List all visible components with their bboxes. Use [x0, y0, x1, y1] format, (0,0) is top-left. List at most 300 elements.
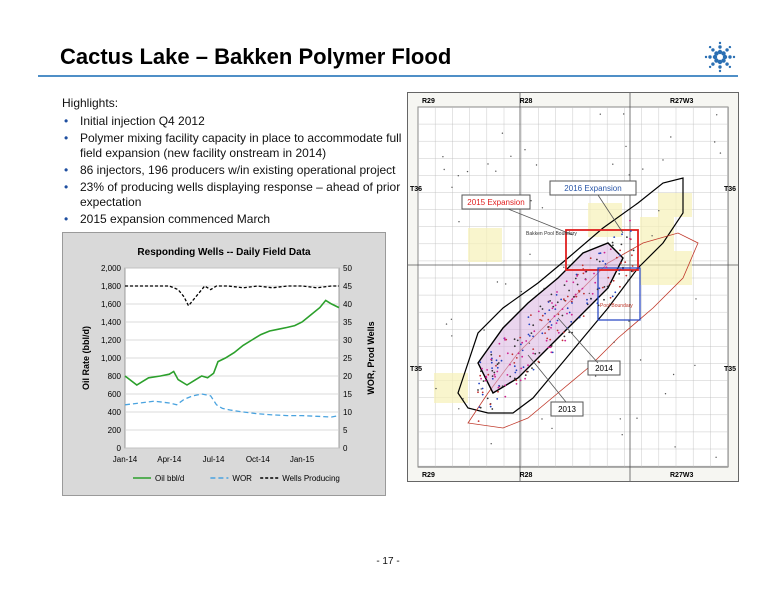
well-marker [548, 301, 550, 303]
well-marker [564, 340, 566, 342]
range-label-r28: R28 [519, 472, 533, 479]
well-marker [528, 334, 530, 336]
well-marker [542, 207, 543, 208]
well-marker [603, 299, 605, 301]
pool-boundary-label: Pool Boundary [600, 303, 633, 309]
well-marker [519, 337, 521, 339]
well-marker [490, 351, 492, 353]
well-marker [613, 342, 614, 343]
well-marker [532, 353, 534, 355]
well-marker [627, 279, 629, 281]
x-tick-label: Jan-14 [112, 455, 138, 464]
well-marker [541, 332, 543, 334]
well-marker [665, 393, 666, 394]
well-marker [525, 340, 527, 342]
well-marker [518, 353, 520, 355]
township-label-t36: T36 [410, 186, 423, 193]
well-marker [477, 391, 479, 393]
y2-tick-label: 50 [343, 264, 352, 273]
well-marker [507, 352, 509, 354]
well-marker [570, 321, 572, 323]
well-marker [532, 348, 534, 350]
logo-dot [718, 45, 721, 48]
well-marker [585, 271, 587, 273]
well-marker [658, 210, 659, 211]
well-marker [497, 391, 499, 393]
well-marker [527, 364, 529, 366]
well-marker [636, 418, 637, 419]
well-marker [536, 164, 537, 165]
well-marker [602, 260, 604, 262]
well-marker [521, 342, 523, 344]
well-marker [487, 374, 489, 376]
logo-dot [729, 66, 731, 68]
well-marker [583, 315, 585, 317]
well-marker [592, 293, 594, 295]
well-marker [610, 297, 612, 299]
y2-tick-label: 40 [343, 300, 352, 309]
township-label-t35: T35 [410, 366, 423, 373]
well-marker [597, 288, 599, 290]
x-tick-label: Jan-15 [289, 455, 315, 464]
well-marker [494, 374, 496, 376]
well-marker [512, 353, 514, 355]
well-marker [625, 275, 627, 277]
well-marker [600, 252, 602, 254]
well-marker [458, 408, 459, 409]
well-marker [551, 302, 553, 304]
highlight-item: • Initial injection Q4 2012 [62, 114, 402, 129]
well-marker [514, 338, 516, 340]
well-marker [564, 284, 566, 286]
well-marker [597, 302, 599, 304]
y-tick-label: 400 [107, 408, 121, 417]
well-marker [549, 321, 551, 323]
well-marker [458, 175, 459, 176]
well-marker [662, 159, 663, 160]
well-marker [576, 274, 578, 276]
well-marker [607, 286, 609, 288]
well-marker [480, 407, 482, 409]
well-marker [467, 171, 468, 172]
well-marker [593, 273, 595, 275]
well-marker [599, 261, 601, 263]
well-marker [576, 296, 578, 298]
well-marker [451, 187, 452, 188]
well-marker [487, 398, 489, 400]
well-marker [478, 383, 480, 385]
well-marker [481, 388, 482, 389]
y-tick-label: 2,000 [100, 264, 121, 273]
well-marker [600, 114, 601, 115]
logo-dot [719, 42, 721, 44]
y2-tick-label: 30 [343, 336, 352, 345]
well-marker [491, 443, 492, 444]
well-marker [599, 287, 601, 289]
well-marker [566, 280, 568, 282]
well-marker [547, 347, 549, 349]
well-marker [571, 302, 573, 304]
well-marker [595, 375, 596, 376]
well-marker [532, 324, 534, 326]
well-marker [451, 319, 452, 320]
well-marker [582, 268, 584, 270]
well-marker [577, 284, 579, 286]
well-marker [533, 330, 535, 332]
callout-2016-label: 2016 Expansion [564, 184, 622, 193]
well-marker [564, 336, 566, 338]
well-marker [551, 345, 553, 347]
well-marker [495, 365, 497, 367]
well-marker [516, 369, 518, 371]
well-marker [549, 346, 551, 348]
well-marker [528, 324, 530, 326]
chart-title: Responding Wells -- Daily Field Data [137, 247, 311, 258]
well-marker [529, 343, 530, 344]
well-marker [482, 388, 484, 390]
well-marker [619, 250, 621, 252]
well-marker [478, 420, 480, 422]
well-marker [556, 322, 558, 324]
field-map [407, 92, 739, 482]
well-marker [568, 290, 570, 292]
well-marker [556, 291, 558, 293]
page-number: - 17 - [376, 556, 400, 567]
y2-axis-label: WOR, Prod Wells [366, 321, 376, 395]
well-marker [492, 378, 494, 380]
well-marker [542, 315, 544, 317]
well-marker [622, 434, 623, 435]
well-marker [613, 280, 615, 282]
well-marker [444, 169, 445, 170]
y-tick-label: 1,400 [100, 318, 121, 327]
logo-dot [705, 56, 707, 58]
well-marker [651, 235, 652, 236]
well-marker [612, 242, 614, 244]
well-marker [491, 370, 493, 372]
highlight-item: • 2015 expansion commenced March [62, 212, 402, 227]
well-marker [571, 314, 573, 316]
y2-tick-label: 10 [343, 408, 352, 417]
highlight-item: • 86 injectors, 196 producers w/in existing operational project [62, 163, 402, 178]
well-marker [540, 306, 542, 308]
well-marker [502, 385, 504, 387]
logo-dot [721, 51, 725, 55]
well-marker [585, 279, 587, 281]
range-label-r29: R29 [422, 98, 435, 105]
well-marker [530, 200, 531, 201]
well-marker [610, 248, 612, 250]
well-marker [602, 287, 604, 289]
well-marker [605, 263, 607, 265]
well-marker [496, 359, 498, 361]
well-marker [551, 294, 553, 296]
well-marker [674, 446, 675, 447]
well-marker [716, 114, 717, 115]
well-marker [531, 332, 533, 334]
well-marker [446, 323, 447, 324]
well-marker [514, 372, 516, 374]
well-marker [496, 398, 498, 400]
logo-dot [711, 48, 714, 51]
well-marker [694, 365, 695, 366]
well-marker [642, 168, 643, 169]
x-tick-label: Apr-14 [157, 455, 182, 464]
well-marker [514, 365, 516, 367]
logo-dot [729, 46, 731, 48]
logo-dot [708, 55, 711, 58]
y-tick-label: 600 [107, 390, 121, 399]
well-marker [604, 286, 606, 288]
well-marker [631, 254, 633, 256]
well-marker [590, 257, 592, 259]
x-tick-label: Jul-14 [202, 455, 225, 464]
well-marker [516, 357, 518, 359]
well-marker [582, 264, 584, 266]
well-marker [533, 369, 535, 371]
well-marker [625, 146, 626, 147]
well-marker [564, 300, 565, 301]
well-marker [715, 457, 716, 458]
logo-dot [711, 62, 714, 65]
callout-2015-label: 2015 Expansion [467, 198, 525, 207]
well-marker [479, 375, 481, 377]
logo-dot [709, 46, 711, 48]
well-marker [626, 236, 628, 238]
well-marker [490, 406, 492, 408]
well-marker [555, 304, 557, 306]
well-marker [493, 372, 495, 374]
logo-dot [718, 65, 721, 68]
well-marker [462, 398, 463, 399]
highlight-item: • 23% of producing wells displaying response – ahead of prior expectation [62, 180, 402, 210]
well-marker [482, 392, 484, 394]
well-marker [522, 350, 524, 352]
well-marker [618, 273, 620, 275]
township-label-t35: T35 [723, 366, 736, 373]
well-marker [596, 259, 598, 261]
well-marker [541, 418, 542, 419]
well-marker [477, 389, 479, 391]
well-marker [621, 244, 623, 246]
township-label-t36: T36 [723, 186, 736, 193]
well-marker [673, 374, 674, 375]
range-label-r28: R28 [519, 98, 533, 105]
well-marker [554, 315, 556, 317]
logo-dot [725, 62, 728, 65]
well-marker [492, 375, 494, 377]
range-label-r29: R29 [422, 472, 435, 479]
well-marker [557, 320, 559, 322]
well-marker [575, 278, 577, 280]
well-marker [609, 283, 611, 285]
well-marker [620, 262, 622, 264]
well-marker [616, 257, 618, 259]
well-marker [530, 314, 532, 316]
well-marker [491, 362, 493, 364]
well-marker [544, 313, 546, 315]
well-marker [560, 299, 562, 301]
well-marker [548, 329, 550, 331]
well-marker [629, 238, 631, 240]
well-marker [558, 313, 560, 315]
well-marker [571, 298, 573, 300]
well-marker [489, 403, 491, 405]
well-marker [557, 330, 559, 332]
lease-shading [640, 251, 692, 285]
well-marker [586, 302, 588, 304]
well-marker [612, 164, 613, 165]
well-marker [614, 291, 616, 293]
well-marker [597, 297, 599, 299]
well-marker [513, 362, 515, 364]
well-marker [552, 307, 554, 309]
well-marker [629, 220, 631, 222]
legend-label: WOR [232, 474, 252, 483]
well-marker [499, 343, 501, 345]
lease-shading [468, 228, 502, 262]
well-marker [485, 380, 487, 382]
well-marker [510, 156, 511, 157]
well-marker [527, 371, 529, 373]
well-marker [630, 230, 632, 232]
well-marker [504, 384, 506, 386]
well-marker [562, 308, 564, 310]
well-marker [583, 293, 585, 295]
well-marker [558, 332, 560, 334]
y-tick-label: 1,800 [100, 282, 121, 291]
well-marker [613, 236, 615, 238]
well-marker [604, 252, 606, 254]
well-marker [482, 394, 484, 396]
responding-wells-chart [62, 232, 386, 496]
well-marker [566, 313, 568, 315]
well-marker [491, 408, 493, 410]
legend-label: Wells Producing [282, 474, 340, 483]
well-marker [514, 345, 516, 347]
well-marker [543, 288, 544, 289]
map-svg [408, 93, 738, 481]
y-axis-label: Oil Rate (bbl/d) [81, 326, 91, 390]
well-marker [442, 156, 443, 157]
well-marker [496, 371, 498, 373]
y-tick-label: 1,200 [100, 336, 121, 345]
well-marker [640, 359, 641, 360]
well-marker [486, 369, 488, 371]
well-marker [556, 294, 558, 296]
well-marker [483, 380, 485, 382]
well-marker [504, 337, 506, 339]
well-marker [479, 361, 481, 363]
well-marker [539, 352, 541, 354]
well-marker [481, 368, 483, 370]
well-marker [509, 376, 511, 378]
well-marker [529, 335, 531, 337]
well-marker [491, 367, 493, 369]
logo-dot [709, 66, 711, 68]
highlights-list [62, 114, 402, 227]
well-marker [532, 336, 534, 338]
company-logo-icon [703, 40, 737, 74]
well-marker [538, 311, 540, 313]
well-marker [563, 267, 564, 268]
y2-tick-label: 20 [343, 372, 352, 381]
logo-dot [719, 70, 721, 72]
well-marker [520, 368, 522, 370]
well-marker [502, 133, 503, 134]
well-marker [497, 281, 498, 282]
well-marker [552, 306, 554, 308]
well-marker [583, 273, 585, 275]
well-marker [480, 370, 482, 372]
well-marker [549, 300, 551, 302]
well-marker [607, 277, 609, 279]
well-marker [579, 317, 581, 319]
well-marker [573, 296, 575, 298]
well-marker [483, 329, 484, 330]
y2-tick-label: 45 [343, 282, 352, 291]
well-marker [579, 291, 581, 293]
lease-shading [658, 193, 692, 217]
well-marker [624, 261, 626, 263]
well-marker [498, 385, 500, 387]
well-marker [546, 338, 548, 340]
well-marker [534, 353, 536, 355]
well-marker [548, 309, 550, 311]
well-marker [509, 364, 511, 366]
well-marker [572, 281, 574, 283]
y-tick-label: 1,600 [100, 300, 121, 309]
well-marker [562, 315, 564, 317]
well-marker [507, 374, 509, 376]
y-tick-label: 800 [107, 372, 121, 381]
well-marker [514, 378, 516, 380]
well-marker [569, 312, 571, 314]
well-marker [524, 149, 525, 150]
well-marker [551, 428, 552, 429]
well-marker [549, 339, 551, 341]
well-marker [480, 378, 482, 380]
well-marker [494, 376, 496, 378]
well-marker [695, 298, 696, 299]
well-marker [575, 294, 577, 296]
well-marker [499, 355, 501, 357]
well-marker [547, 326, 549, 328]
highlights-heading: Highlights: [62, 96, 119, 110]
logo-dot [725, 48, 728, 51]
well-marker [516, 383, 518, 385]
highlight-item: • Polymer mixing facility capacity in place to accommodate full field expansion (new facility onstream in 2014) [62, 131, 402, 161]
well-marker [531, 367, 533, 369]
y2-tick-label: 15 [343, 390, 352, 399]
well-marker [497, 367, 499, 369]
well-marker [612, 296, 614, 298]
y-tick-label: 1,000 [100, 354, 121, 363]
well-marker [582, 288, 584, 290]
well-marker [550, 327, 552, 329]
title-divider [38, 75, 738, 77]
well-marker [629, 174, 630, 175]
highlights-panel [62, 96, 402, 229]
page-title: Cactus Lake – Bakken Polymer Flood [60, 44, 452, 69]
well-marker [458, 221, 459, 222]
well-marker [623, 113, 624, 114]
well-marker [547, 319, 549, 321]
well-marker [621, 233, 623, 235]
range-label-r27w3: R27W3 [670, 472, 694, 479]
well-marker [628, 321, 629, 322]
well-marker [520, 344, 522, 346]
